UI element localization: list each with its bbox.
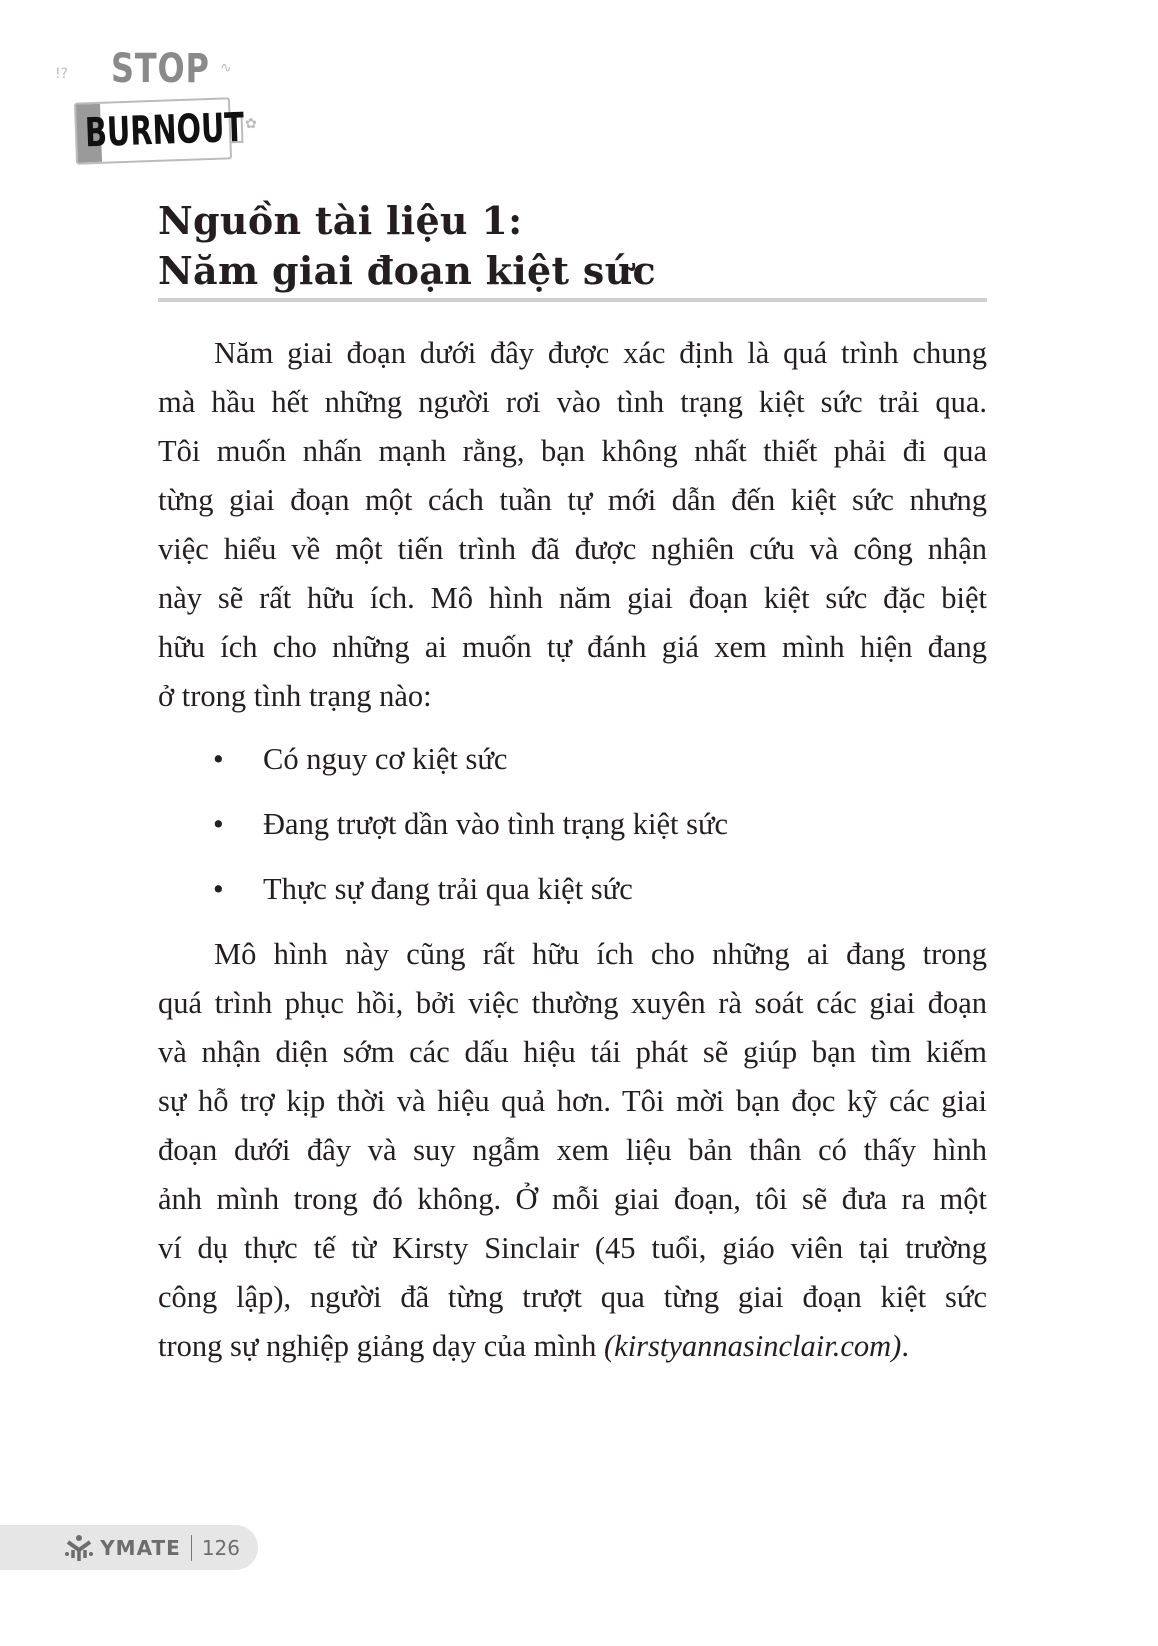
- text-span: trong sự nghiệp giảng dạy của mình: [158, 1329, 604, 1363]
- bullet-icon: •: [213, 742, 224, 776]
- battery-icon: [74, 97, 245, 164]
- bullet-icon: •: [213, 807, 224, 841]
- website-reference: (kirstyannasinclair.com): [604, 1329, 902, 1363]
- text-line: từng giai đoạn một cách tuần tự mới dẫn đến kiệt sức nhưng: [158, 483, 987, 517]
- text-line: và nhận diện sớm các dấu hiệu tái phát sẽ giúp bạn tìm kiếm: [158, 1035, 987, 1069]
- paragraph-2: [158, 930, 987, 1371]
- text-line: quá trình phục hồi, bởi việc thường xuyên rà soát các giai đoạn: [158, 986, 987, 1020]
- ymate-logo-icon: [64, 1534, 94, 1562]
- text-line: công lập), người đã từng trượt qua từng giai đoạn kiệt sức: [158, 1280, 987, 1314]
- bullet-icon: •: [213, 872, 224, 906]
- text-line: sự hỗ trợ kịp thời và hiệu quả hơn. Tôi mời bạn đọc kỹ các giai: [158, 1084, 987, 1118]
- text-line: ảnh mình trong đó không. Ở mỗi giai đoạn, tôi sẽ đưa ra một: [158, 1182, 987, 1216]
- list-item-text: Đang trượt dần vào tình trạng kiệt sức: [263, 807, 729, 841]
- text-line: việc hiểu về một tiến trình đã được nghiên cứu và công nhận: [158, 532, 987, 566]
- logo-burnout: BURNOUT: [84, 104, 245, 157]
- title-divider: [158, 298, 987, 302]
- text-line: đoạn dưới đây và suy ngẫm xem liệu bản thân có thấy hình: [158, 1133, 987, 1167]
- text-line: mà hầu hết những người rơi vào tình trạng kiệt sức trải qua.: [158, 385, 987, 419]
- page-footer: [0, 1525, 258, 1570]
- page-number: 126: [201, 1535, 240, 1560]
- list-item-text: Thực sự đang trải qua kiệt sức: [263, 872, 633, 906]
- paragraph-1: [158, 329, 987, 721]
- text-line: Năm giai đoạn dưới đây được xác định là quá trình chung: [214, 336, 987, 370]
- title-line-2: Năm giai đoạn kiệt sức: [158, 248, 656, 293]
- list-item-text: Có nguy cơ kiệt sức: [263, 742, 508, 776]
- publisher-brand: YMATE: [100, 1535, 181, 1560]
- doodle-icon: !?: [55, 66, 69, 82]
- list-item: [158, 799, 728, 864]
- text-line: ví dụ thực tế từ Kirsty Sinclair (45 tuổi, giáo viên tại trường: [158, 1231, 987, 1265]
- text-line: này sẽ rất hữu ích. Mô hình năm giai đoạn kiệt sức đặc biệt: [158, 581, 987, 615]
- title-line-1: Nguồn tài liệu 1:: [158, 198, 523, 243]
- doodle-icon: ∿: [220, 60, 232, 76]
- text-span: .: [901, 1329, 909, 1363]
- text-line: hữu ích cho những ai muốn tự đánh giá xem mình hiện đang: [158, 630, 987, 664]
- bullet-list: [158, 734, 728, 929]
- logo-stop: STOP: [111, 46, 210, 92]
- text-line: ở trong tình trạng nào:: [158, 679, 432, 713]
- footer-divider: [191, 1535, 192, 1561]
- list-item: [158, 734, 728, 799]
- text-line: [158, 1322, 987, 1371]
- text-line: Tôi muốn nhấn mạnh rằng, bạn không nhất thiết phải đi qua: [158, 434, 987, 468]
- text-line: Mô hình này cũng rất hữu ích cho những ai đang trong: [214, 937, 987, 971]
- book-logo: [45, 38, 275, 178]
- list-item: [158, 864, 728, 929]
- doodle-icon: ✿: [245, 116, 257, 132]
- page-title: [158, 196, 656, 296]
